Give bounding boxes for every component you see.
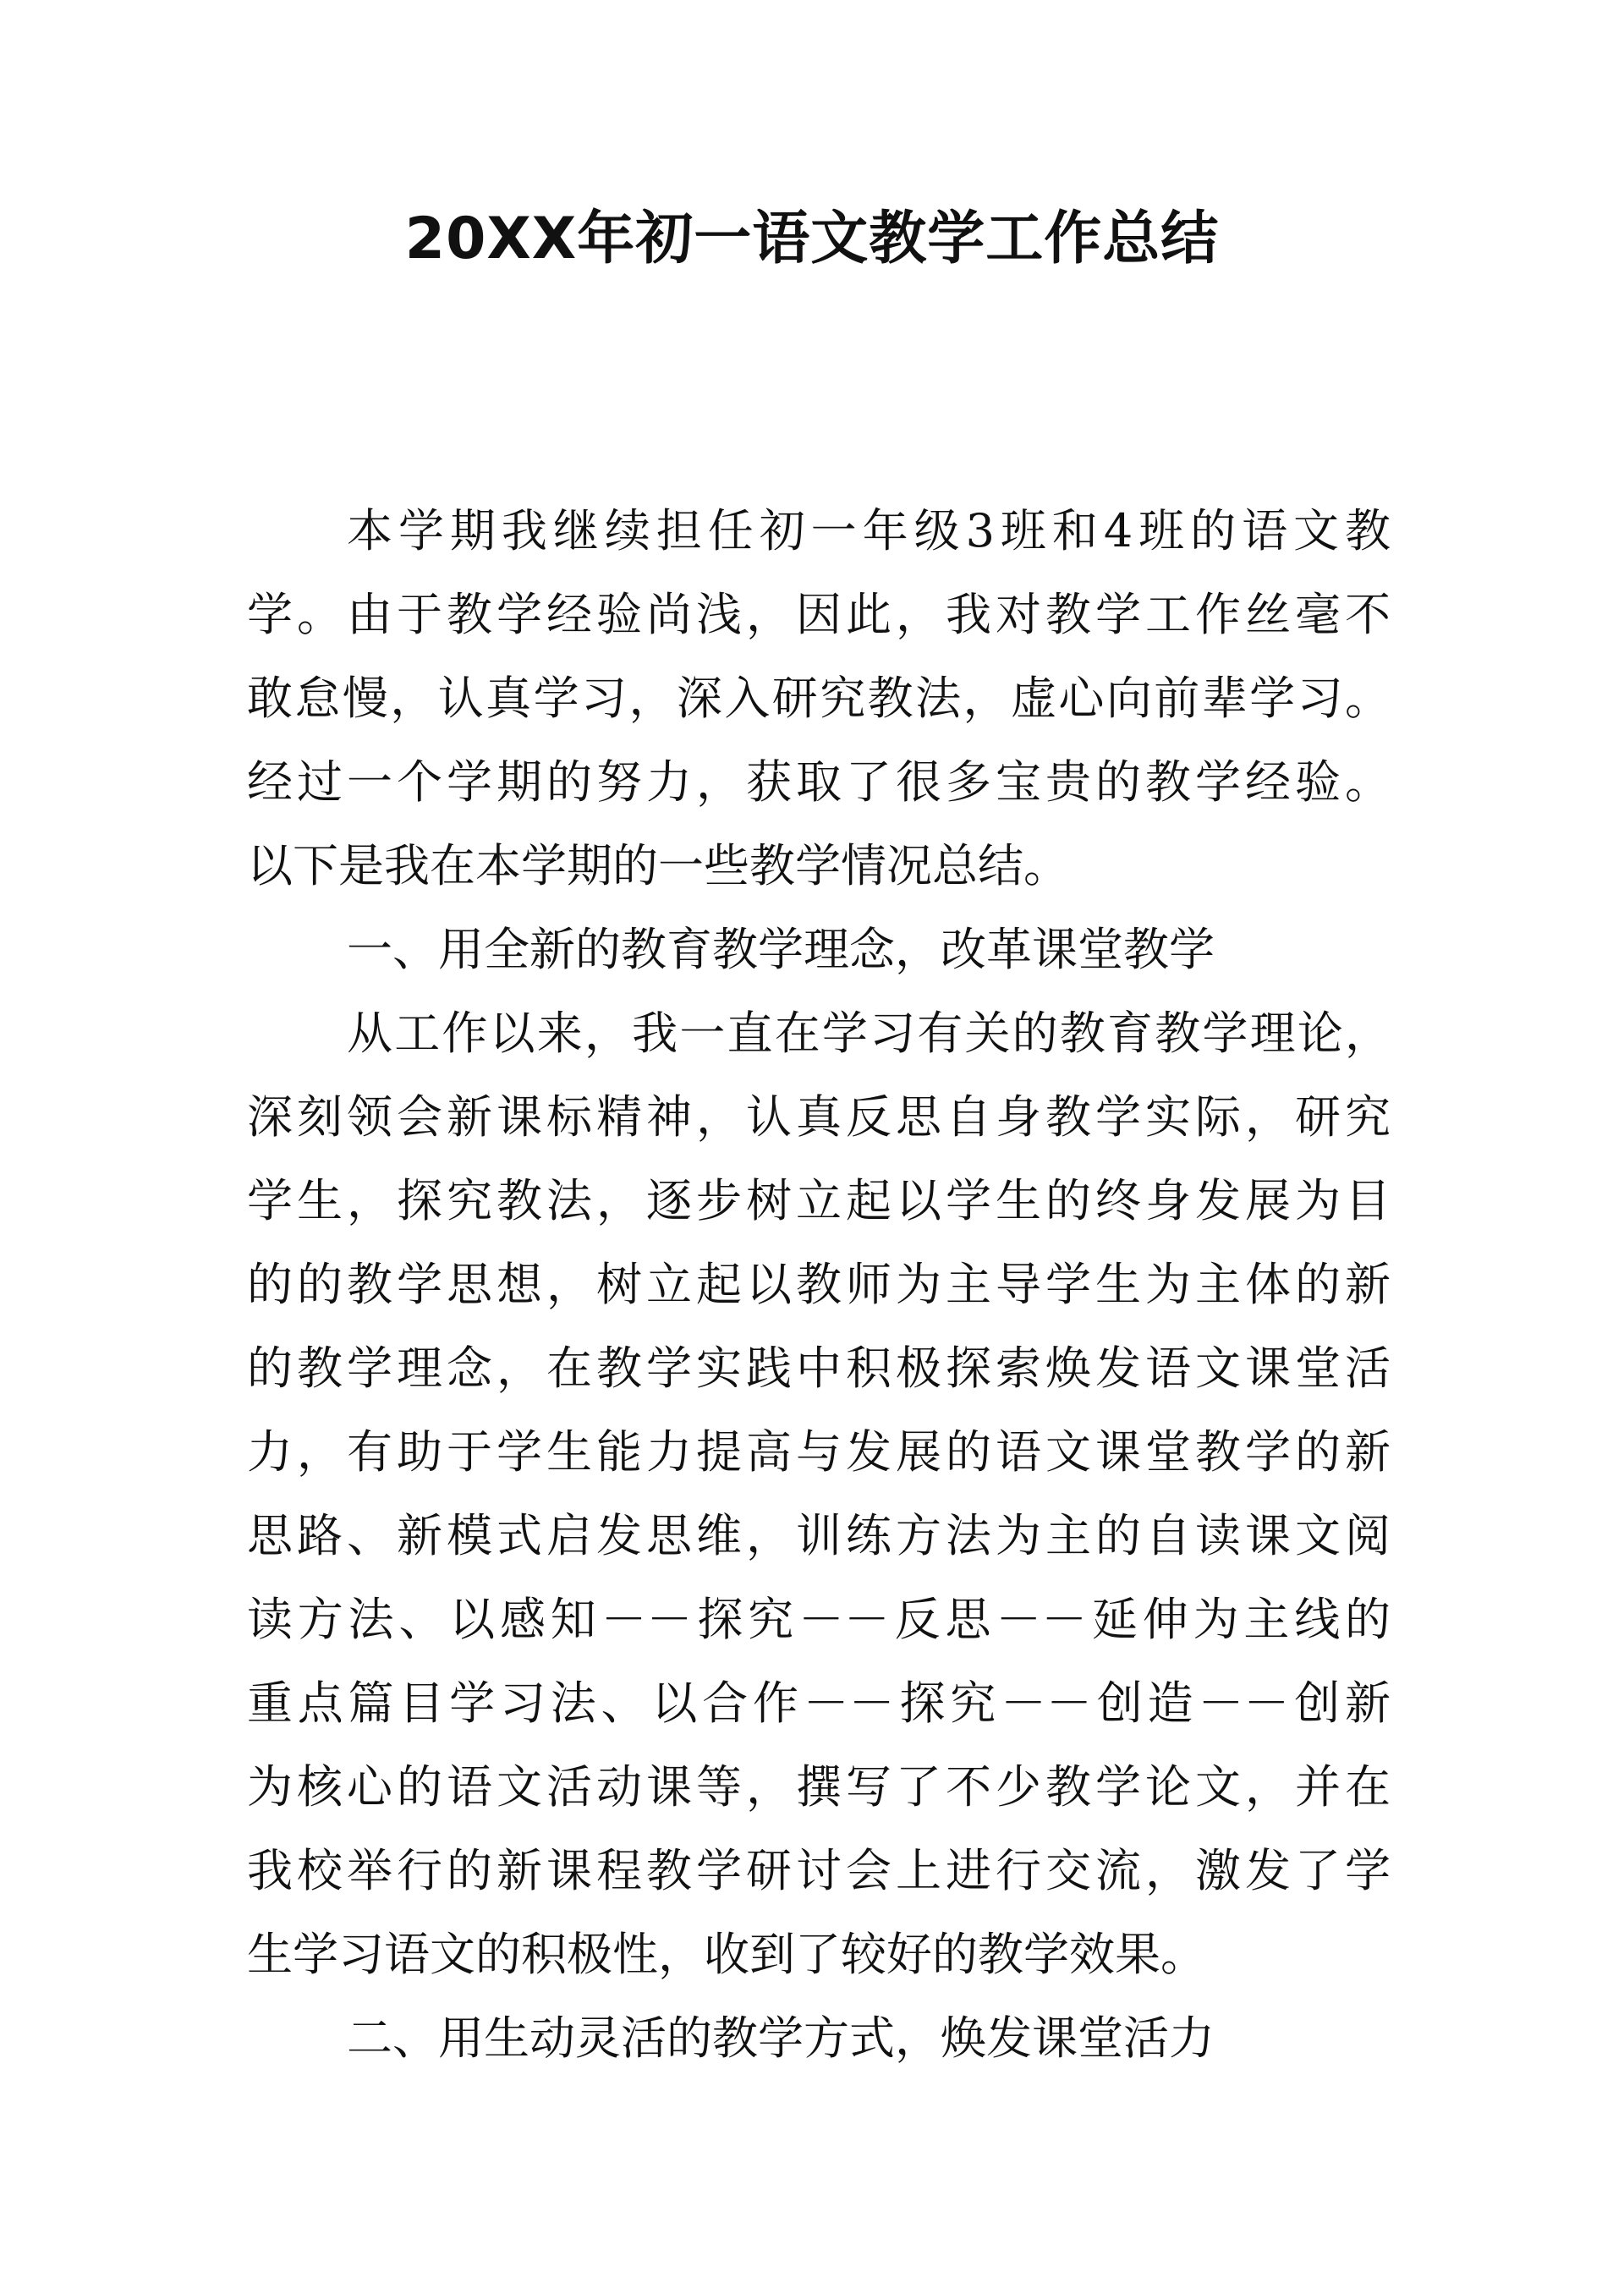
paragraph-line: 本学期我继续担任初一年级3班和4班的语文教 [347, 504, 1391, 557]
paragraph-line: 重点篇目学习法、以合作－－探究－－创造－－创新 [247, 1677, 1391, 1730]
body-text [247, 489, 1391, 2080]
paragraph-line: 生学习语文的积极性，收到了较好的教学效果。 [247, 1928, 1206, 1981]
paragraph-line: 以下是我在本学期的一些教学情况总结。 [247, 839, 1069, 892]
paragraph-line: 为核心的语文活动课等，撰写了不少教学论文，并在 [247, 1760, 1391, 1814]
section-heading: 二、用生动灵活的教学方式，焕发课堂活力 [347, 2011, 1215, 2065]
paragraph-line: 我校举行的新课程教学研讨会上进行交流，激发了学 [247, 1844, 1391, 1897]
section-heading: 一、用全新的教育教学理念，改革课堂教学 [347, 923, 1215, 976]
paragraph-line: 深刻领会新课标精神，认真反思自身教学实际，研究 [247, 1090, 1391, 1144]
paragraph-line: 力，有助于学生能力提高与发展的语文课堂教学的新 [247, 1425, 1391, 1479]
paragraph-line: 的教学理念，在教学实践中积极探索焕发语文课堂活 [247, 1342, 1391, 1395]
paragraph-line: 经过一个学期的努力，获取了很多宝贵的教学经验。 [247, 755, 1391, 809]
paragraph-line: 从工作以来，我一直在学习有关的教育教学理论， [347, 1007, 1391, 1060]
page-title: 20XX年初一语文教学工作总结 [404, 206, 1220, 272]
paragraph-line: 思路、新模式启发思维，训练方法为主的自读课文阅 [247, 1509, 1391, 1562]
paragraph-line: 学。由于教学经验尚浅，因此，我对教学工作丝毫不 [247, 588, 1391, 641]
paragraph-line: 敢怠慢，认真学习，深入研究教法，虚心向前辈学习。 [247, 672, 1391, 725]
paragraph-line: 学生，探究教法，逐步树立起以学生的终身发展为目 [247, 1174, 1391, 1227]
paragraph-line: 的的教学思想，树立起以教师为主导学生为主体的新 [247, 1258, 1391, 1311]
paragraph-line: 读方法、以感知－－探究－－反思－－延伸为主线的 [247, 1593, 1391, 1646]
